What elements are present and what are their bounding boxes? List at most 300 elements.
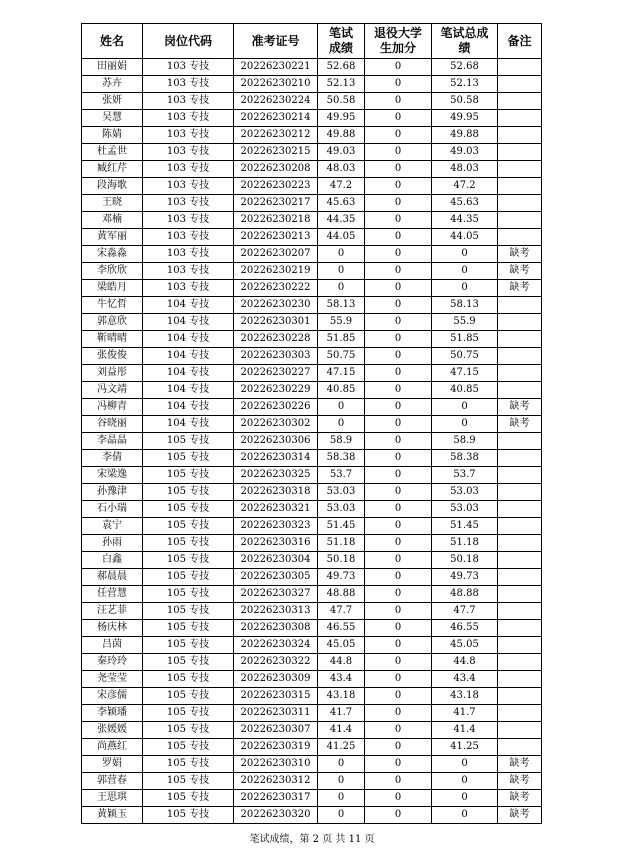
cell-position-code: 104 专技	[143, 331, 234, 348]
cell-total-score: 43.18	[432, 688, 498, 705]
cell-veteran-bonus: 0	[365, 76, 432, 93]
table-row	[82, 314, 542, 331]
cell-name: 谷晓丽	[82, 416, 143, 433]
table-row	[82, 59, 542, 76]
cell-name: 尚燕红	[82, 739, 143, 756]
cell-written-score: 47.2	[318, 178, 365, 195]
cell-veteran-bonus: 0	[365, 110, 432, 127]
cell-remarks	[498, 93, 542, 110]
cell-written-score: 43.4	[318, 671, 365, 688]
cell-veteran-bonus: 0	[365, 790, 432, 807]
table-row	[82, 467, 542, 484]
cell-exam-number: 20226230222	[234, 280, 318, 297]
cell-position-code: 103 专技	[143, 161, 234, 178]
cell-name: 张妍	[82, 93, 143, 110]
cell-written-score: 53.03	[318, 501, 365, 518]
cell-exam-number: 20226230317	[234, 790, 318, 807]
cell-name: 孙雨	[82, 535, 143, 552]
cell-total-score: 48.88	[432, 586, 498, 603]
table-row	[82, 569, 542, 586]
cell-position-code: 105 专技	[143, 620, 234, 637]
cell-remarks	[498, 722, 542, 739]
cell-remarks	[498, 331, 542, 348]
cell-written-score: 40.85	[318, 382, 365, 399]
cell-total-score: 51.45	[432, 518, 498, 535]
cell-exam-number: 20226230309	[234, 671, 318, 688]
cell-total-score: 47.15	[432, 365, 498, 382]
cell-total-score: 49.73	[432, 569, 498, 586]
cell-total-score: 49.03	[432, 144, 498, 161]
cell-remarks	[498, 229, 542, 246]
cell-exam-number: 20226230322	[234, 654, 318, 671]
cell-remarks: 缺考	[498, 807, 542, 824]
cell-total-score: 52.68	[432, 59, 498, 76]
cell-name: 靳晴晴	[82, 331, 143, 348]
cell-name: 梁皓月	[82, 280, 143, 297]
cell-written-score: 49.88	[318, 127, 365, 144]
table-row	[82, 722, 542, 739]
cell-total-score: 0	[432, 280, 498, 297]
cell-name: 刘益彤	[82, 365, 143, 382]
cell-total-score: 0	[432, 807, 498, 824]
cell-position-code: 103 专技	[143, 195, 234, 212]
cell-veteran-bonus: 0	[365, 807, 432, 824]
header-remarks: 备注	[498, 24, 542, 59]
cell-position-code: 104 专技	[143, 348, 234, 365]
cell-written-score: 48.03	[318, 161, 365, 178]
cell-written-score: 46.55	[318, 620, 365, 637]
cell-name: 李欣欣	[82, 263, 143, 280]
cell-name: 袁宁	[82, 518, 143, 535]
cell-remarks: 缺考	[498, 399, 542, 416]
cell-remarks	[498, 297, 542, 314]
table-row	[82, 399, 542, 416]
cell-name: 牛忆哲	[82, 297, 143, 314]
cell-total-score: 45.05	[432, 637, 498, 654]
table-row	[82, 603, 542, 620]
cell-veteran-bonus: 0	[365, 314, 432, 331]
cell-exam-number: 20226230310	[234, 756, 318, 773]
cell-exam-number: 20226230228	[234, 331, 318, 348]
cell-veteran-bonus: 0	[365, 229, 432, 246]
table-row	[82, 280, 542, 297]
cell-veteran-bonus: 0	[365, 688, 432, 705]
table-row	[82, 433, 542, 450]
cell-exam-number: 20226230323	[234, 518, 318, 535]
cell-total-score: 51.85	[432, 331, 498, 348]
cell-written-score: 52.13	[318, 76, 365, 93]
cell-position-code: 103 专技	[143, 280, 234, 297]
cell-total-score: 0	[432, 246, 498, 263]
cell-name: 张媛媛	[82, 722, 143, 739]
table-row	[82, 773, 542, 790]
cell-remarks	[498, 382, 542, 399]
cell-remarks	[498, 76, 542, 93]
cell-total-score: 0	[432, 790, 498, 807]
cell-veteran-bonus: 0	[365, 331, 432, 348]
cell-veteran-bonus: 0	[365, 518, 432, 535]
table-row	[82, 195, 542, 212]
cell-veteran-bonus: 0	[365, 501, 432, 518]
table-row	[82, 161, 542, 178]
cell-exam-number: 20226230227	[234, 365, 318, 382]
cell-position-code: 105 专技	[143, 518, 234, 535]
cell-written-score: 58.38	[318, 450, 365, 467]
table-row	[82, 501, 542, 518]
cell-remarks: 缺考	[498, 790, 542, 807]
header-total-score: 笔试总成 绩	[432, 24, 498, 59]
cell-remarks	[498, 195, 542, 212]
cell-exam-number: 20226230315	[234, 688, 318, 705]
cell-position-code: 104 专技	[143, 314, 234, 331]
cell-name: 宋彦儒	[82, 688, 143, 705]
cell-written-score: 0	[318, 263, 365, 280]
cell-name: 杜孟世	[82, 144, 143, 161]
cell-position-code: 105 专技	[143, 450, 234, 467]
cell-total-score: 41.7	[432, 705, 498, 722]
cell-exam-number: 20226230301	[234, 314, 318, 331]
cell-total-score: 44.35	[432, 212, 498, 229]
cell-exam-number: 20226230316	[234, 535, 318, 552]
cell-total-score: 0	[432, 399, 498, 416]
cell-name: 尧莹莹	[82, 671, 143, 688]
cell-exam-number: 20226230307	[234, 722, 318, 739]
table-row	[82, 263, 542, 280]
cell-position-code: 105 专技	[143, 535, 234, 552]
cell-name: 张俊俊	[82, 348, 143, 365]
table-row	[82, 110, 542, 127]
cell-name: 李倩	[82, 450, 143, 467]
cell-written-score: 44.35	[318, 212, 365, 229]
cell-written-score: 0	[318, 807, 365, 824]
cell-position-code: 105 专技	[143, 637, 234, 654]
cell-position-code: 105 专技	[143, 467, 234, 484]
cell-total-score: 50.58	[432, 93, 498, 110]
cell-remarks	[498, 569, 542, 586]
cell-name: 王思琪	[82, 790, 143, 807]
cell-name: 李晶晶	[82, 433, 143, 450]
cell-total-score: 55.9	[432, 314, 498, 331]
cell-written-score: 44.8	[318, 654, 365, 671]
cell-total-score: 41.25	[432, 739, 498, 756]
header-veteran-bonus: 退役大学 生加分	[365, 24, 432, 59]
cell-veteran-bonus: 0	[365, 705, 432, 722]
score-table	[81, 23, 542, 824]
cell-exam-number: 20226230319	[234, 739, 318, 756]
cell-veteran-bonus: 0	[365, 450, 432, 467]
cell-veteran-bonus: 0	[365, 773, 432, 790]
cell-veteran-bonus: 0	[365, 756, 432, 773]
cell-written-score: 49.95	[318, 110, 365, 127]
cell-exam-number: 20226230221	[234, 59, 318, 76]
cell-position-code: 105 专技	[143, 552, 234, 569]
header-name: 姓名	[82, 24, 143, 59]
cell-name: 陈婧	[82, 127, 143, 144]
cell-name: 黄颖玉	[82, 807, 143, 824]
cell-written-score: 58.9	[318, 433, 365, 450]
cell-total-score: 53.03	[432, 501, 498, 518]
cell-position-code: 105 专技	[143, 688, 234, 705]
cell-written-score: 51.85	[318, 331, 365, 348]
cell-remarks	[498, 705, 542, 722]
cell-remarks	[498, 365, 542, 382]
table-row	[82, 76, 542, 93]
cell-exam-number: 20226230212	[234, 127, 318, 144]
cell-exam-number: 20226230214	[234, 110, 318, 127]
cell-remarks	[498, 484, 542, 501]
cell-total-score: 53.03	[432, 484, 498, 501]
table-row	[82, 144, 542, 161]
cell-exam-number: 20226230213	[234, 229, 318, 246]
table-row	[82, 127, 542, 144]
cell-veteran-bonus: 0	[365, 212, 432, 229]
cell-total-score: 47.7	[432, 603, 498, 620]
cell-name: 白鑫	[82, 552, 143, 569]
cell-written-score: 53.03	[318, 484, 365, 501]
cell-position-code: 105 专技	[143, 722, 234, 739]
cell-exam-number: 20226230207	[234, 246, 318, 263]
table-row	[82, 416, 542, 433]
cell-total-score: 0	[432, 756, 498, 773]
table-row	[82, 518, 542, 535]
cell-position-code: 104 专技	[143, 416, 234, 433]
cell-written-score: 0	[318, 246, 365, 263]
cell-remarks	[498, 620, 542, 637]
cell-remarks	[498, 433, 542, 450]
cell-remarks	[498, 739, 542, 756]
table-row	[82, 739, 542, 756]
cell-name: 冯柳青	[82, 399, 143, 416]
cell-position-code: 103 专技	[143, 93, 234, 110]
cell-written-score: 47.15	[318, 365, 365, 382]
cell-remarks	[498, 450, 542, 467]
cell-remarks	[498, 586, 542, 603]
cell-remarks	[498, 127, 542, 144]
cell-veteran-bonus: 0	[365, 144, 432, 161]
cell-position-code: 105 专技	[143, 569, 234, 586]
cell-exam-number: 20226230226	[234, 399, 318, 416]
cell-remarks	[498, 501, 542, 518]
table-row	[82, 637, 542, 654]
cell-position-code: 105 专技	[143, 773, 234, 790]
cell-veteran-bonus: 0	[365, 433, 432, 450]
cell-written-score: 0	[318, 280, 365, 297]
table-row	[82, 620, 542, 637]
cell-veteran-bonus: 0	[365, 603, 432, 620]
cell-position-code: 105 专技	[143, 807, 234, 824]
cell-written-score: 0	[318, 773, 365, 790]
cell-exam-number: 20226230314	[234, 450, 318, 467]
table-row	[82, 756, 542, 773]
cell-exam-number: 20226230313	[234, 603, 318, 620]
cell-remarks	[498, 637, 542, 654]
header-position-code: 岗位代码	[143, 24, 234, 59]
cell-position-code: 105 专技	[143, 790, 234, 807]
cell-name: 郝晨晨	[82, 569, 143, 586]
cell-position-code: 103 专技	[143, 246, 234, 263]
cell-veteran-bonus: 0	[365, 739, 432, 756]
cell-exam-number: 20226230303	[234, 348, 318, 365]
cell-position-code: 105 专技	[143, 654, 234, 671]
cell-position-code: 105 专技	[143, 705, 234, 722]
cell-written-score: 55.9	[318, 314, 365, 331]
cell-remarks	[498, 161, 542, 178]
cell-written-score: 50.18	[318, 552, 365, 569]
cell-veteran-bonus: 0	[365, 297, 432, 314]
cell-veteran-bonus: 0	[365, 552, 432, 569]
table-row	[82, 297, 542, 314]
header-exam-number: 准考证号	[234, 24, 318, 59]
cell-total-score: 49.88	[432, 127, 498, 144]
cell-name: 黄军丽	[82, 229, 143, 246]
cell-veteran-bonus: 0	[365, 637, 432, 654]
table-row	[82, 331, 542, 348]
cell-written-score: 41.4	[318, 722, 365, 739]
cell-remarks: 缺考	[498, 756, 542, 773]
cell-total-score: 44.8	[432, 654, 498, 671]
cell-position-code: 105 专技	[143, 756, 234, 773]
cell-total-score: 50.75	[432, 348, 498, 365]
table-row	[82, 348, 542, 365]
table-row	[82, 484, 542, 501]
cell-total-score: 52.13	[432, 76, 498, 93]
cell-name: 秦玲玲	[82, 654, 143, 671]
cell-veteran-bonus: 0	[365, 161, 432, 178]
table-row	[82, 552, 542, 569]
cell-total-score: 50.18	[432, 552, 498, 569]
cell-remarks	[498, 467, 542, 484]
cell-veteran-bonus: 0	[365, 263, 432, 280]
cell-written-score: 43.18	[318, 688, 365, 705]
cell-name: 李颖璠	[82, 705, 143, 722]
cell-remarks	[498, 552, 542, 569]
cell-veteran-bonus: 0	[365, 569, 432, 586]
cell-exam-number: 20226230224	[234, 93, 318, 110]
cell-name: 宋梁逸	[82, 467, 143, 484]
cell-veteran-bonus: 0	[365, 722, 432, 739]
cell-exam-number: 20226230325	[234, 467, 318, 484]
cell-veteran-bonus: 0	[365, 382, 432, 399]
cell-veteran-bonus: 0	[365, 195, 432, 212]
cell-exam-number: 20226230305	[234, 569, 318, 586]
cell-total-score: 0	[432, 773, 498, 790]
cell-written-score: 47.7	[318, 603, 365, 620]
header-written-score: 笔试 成绩	[318, 24, 365, 59]
cell-written-score: 49.03	[318, 144, 365, 161]
cell-exam-number: 20226230324	[234, 637, 318, 654]
cell-name: 任营慧	[82, 586, 143, 603]
table-row	[82, 688, 542, 705]
cell-veteran-bonus: 0	[365, 467, 432, 484]
cell-remarks	[498, 110, 542, 127]
cell-veteran-bonus: 0	[365, 93, 432, 110]
cell-written-score: 48.88	[318, 586, 365, 603]
cell-total-score: 58.13	[432, 297, 498, 314]
cell-exam-number: 20226230302	[234, 416, 318, 433]
cell-position-code: 105 专技	[143, 586, 234, 603]
cell-position-code: 104 专技	[143, 382, 234, 399]
cell-total-score: 58.9	[432, 433, 498, 450]
cell-exam-number: 20226230312	[234, 773, 318, 790]
cell-total-score: 46.55	[432, 620, 498, 637]
table-body	[82, 59, 542, 824]
cell-exam-number: 20226230321	[234, 501, 318, 518]
cell-total-score: 47.2	[432, 178, 498, 195]
cell-veteran-bonus: 0	[365, 178, 432, 195]
cell-name: 汪艺菲	[82, 603, 143, 620]
cell-veteran-bonus: 0	[365, 416, 432, 433]
cell-position-code: 104 专技	[143, 365, 234, 382]
cell-written-score: 0	[318, 790, 365, 807]
cell-name: 郭意欣	[82, 314, 143, 331]
cell-position-code: 103 专技	[143, 110, 234, 127]
cell-written-score: 45.63	[318, 195, 365, 212]
table-row	[82, 535, 542, 552]
cell-remarks	[498, 59, 542, 76]
cell-remarks	[498, 671, 542, 688]
cell-position-code: 103 专技	[143, 263, 234, 280]
cell-total-score: 41.4	[432, 722, 498, 739]
cell-remarks	[498, 688, 542, 705]
cell-veteran-bonus: 0	[365, 586, 432, 603]
cell-exam-number: 20226230318	[234, 484, 318, 501]
cell-position-code: 105 专技	[143, 501, 234, 518]
cell-written-score: 50.75	[318, 348, 365, 365]
cell-written-score: 45.05	[318, 637, 365, 654]
cell-position-code: 103 专技	[143, 144, 234, 161]
cell-name: 段海歌	[82, 178, 143, 195]
header-row	[82, 24, 542, 59]
cell-total-score: 48.03	[432, 161, 498, 178]
cell-total-score: 49.95	[432, 110, 498, 127]
cell-remarks	[498, 535, 542, 552]
cell-exam-number: 20226230219	[234, 263, 318, 280]
cell-name: 田丽娟	[82, 59, 143, 76]
cell-veteran-bonus: 0	[365, 654, 432, 671]
cell-written-score: 41.7	[318, 705, 365, 722]
cell-exam-number: 20226230208	[234, 161, 318, 178]
cell-name: 吴慧	[82, 110, 143, 127]
cell-total-score: 58.38	[432, 450, 498, 467]
cell-position-code: 105 专技	[143, 484, 234, 501]
cell-remarks	[498, 603, 542, 620]
cell-exam-number: 20226230308	[234, 620, 318, 637]
cell-exam-number: 20226230311	[234, 705, 318, 722]
cell-position-code: 103 专技	[143, 212, 234, 229]
cell-remarks	[498, 654, 542, 671]
table-row	[82, 93, 542, 110]
cell-name: 郭营春	[82, 773, 143, 790]
table-row	[82, 790, 542, 807]
cell-veteran-bonus: 0	[365, 535, 432, 552]
cell-exam-number: 20226230229	[234, 382, 318, 399]
table-row	[82, 807, 542, 824]
table-row	[82, 450, 542, 467]
table-row	[82, 178, 542, 195]
cell-written-score: 0	[318, 416, 365, 433]
cell-total-score: 53.7	[432, 467, 498, 484]
cell-position-code: 103 专技	[143, 178, 234, 195]
cell-veteran-bonus: 0	[365, 127, 432, 144]
cell-total-score: 51.18	[432, 535, 498, 552]
cell-veteran-bonus: 0	[365, 348, 432, 365]
cell-veteran-bonus: 0	[365, 484, 432, 501]
cell-name: 吕茵	[82, 637, 143, 654]
cell-position-code: 104 专技	[143, 297, 234, 314]
cell-remarks: 缺考	[498, 773, 542, 790]
cell-remarks: 缺考	[498, 246, 542, 263]
cell-name: 冯文靖	[82, 382, 143, 399]
